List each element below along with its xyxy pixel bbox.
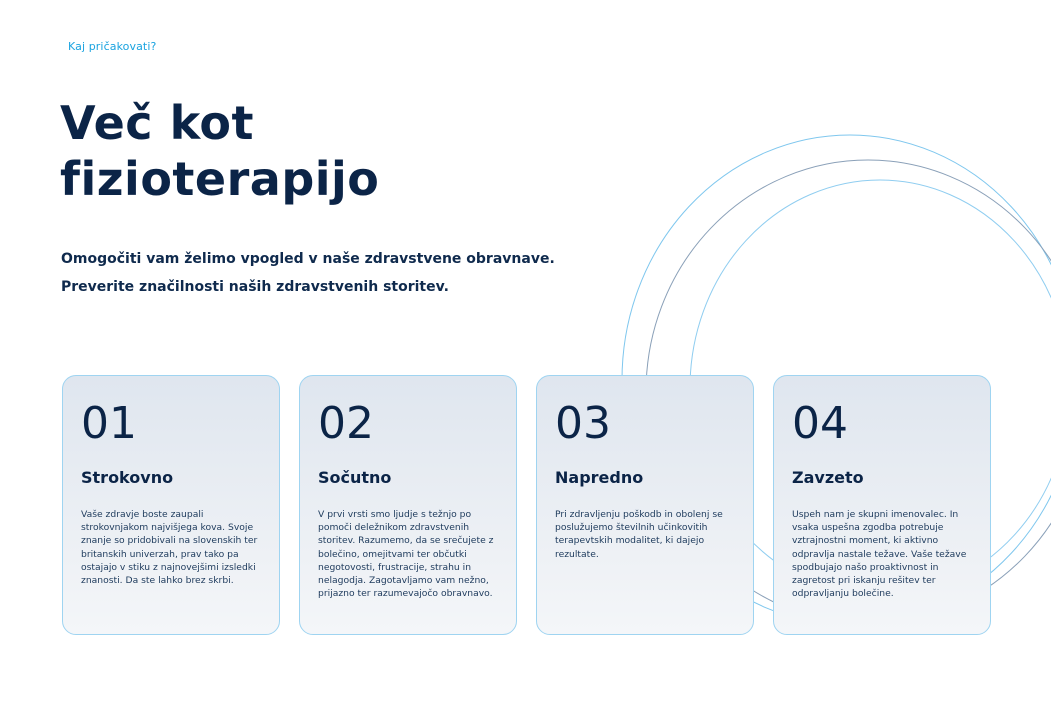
card-number: 04 (792, 398, 848, 449)
feature-cards (62, 375, 994, 637)
page-title (60, 95, 379, 207)
feature-card-02 (299, 375, 517, 635)
card-text: V prvi vrsti smo ljudje s težnjo po pomoči deležnikom zdravstvenih storitev. Razumemo, da se srečujete z bolečino, omejitvami ter občutki negotovosti, frustracije, strahu in nelagodja. Zagotavljamo vam nežno, prijazno ter razumevajočo obravnavo. (318, 509, 494, 600)
card-number: 02 (318, 398, 374, 449)
feature-card-01 (62, 375, 280, 635)
section-eyebrow-link[interactable]: Kaj pričakovati? (68, 40, 157, 53)
intro-paragraph: Omogočiti vam želimo vpogled v naše zdravstvene obravnave. Preverite značilnosti naših zdravstvenih storitev. (61, 251, 555, 295)
feature-card-04 (773, 375, 991, 635)
card-heading: Strokovno (81, 468, 174, 487)
card-heading: Zavzeto (792, 468, 864, 487)
card-text: Vaše zdravje boste zaupali strokovnjakom najvišjega kova. Svoje znanje so pridobivali na slovenskih ter britanskih univerzah, prav tako pa ostajajo v stiku z najnovejšimi izsledki znanosti. Da ste lahko brez skrbi. (81, 509, 258, 587)
card-text: Uspeh nam je skupni imenovalec. In vsaka uspešna zgodba potrebuje vztrajnostni moment, ki aktivno odpravlja nastale težave. Vaše težave spodbujajo našo proaktivnost in zagretost pri iskanju rešitev ter odpravljanju bolečine. (792, 509, 967, 600)
card-heading: Napredno (555, 468, 644, 487)
page-title-line-2: fizioterapijo (60, 152, 380, 206)
page-title-line-1: Več kot (60, 96, 255, 150)
card-number: 03 (555, 398, 611, 449)
feature-card-03 (536, 375, 754, 635)
card-number: 01 (81, 398, 137, 449)
card-heading: Sočutno (318, 468, 392, 487)
card-text: Pri zdravljenju poškodb in obolenj se poslužujemo številnih učinkovitih terapevtskih modalitet, ki dajejo rezultate. (555, 509, 723, 560)
